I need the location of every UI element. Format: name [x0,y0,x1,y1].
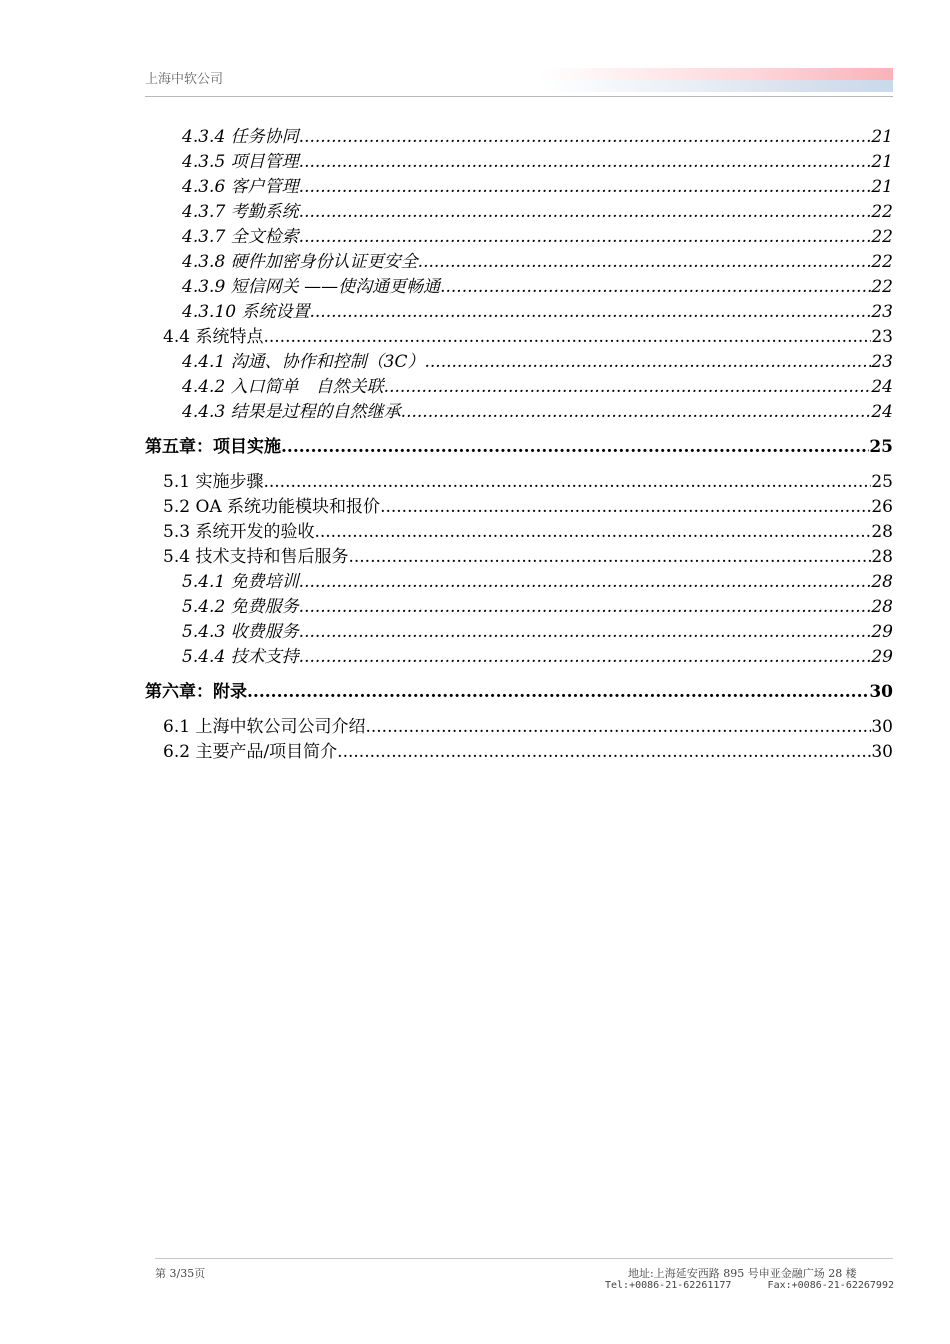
toc-entry-page: 22 [871,252,893,272]
toc-entry[interactable] [145,645,893,670]
toc-dot-leader [299,645,872,670]
toc-chapter-entry[interactable] [145,680,893,705]
toc-entry[interactable] [145,400,893,425]
toc-entry-label: 6.1 上海中软公司公司介绍 [163,717,366,737]
toc-entry[interactable] [145,520,893,545]
toc-dot-leader [263,325,871,350]
toc-entry-page: 28 [871,522,893,542]
toc-entry-page: 28 [871,597,893,617]
header-divider [145,96,893,97]
toc-entry-label: 4.3.7 全文检索 [182,227,299,247]
toc-dot-leader [424,350,871,375]
toc-entry[interactable] [145,200,893,225]
toc-entry-label: 5.2 OA 系统功能模块和报价 [163,497,381,517]
toc-entry-page: 30 [871,717,893,737]
toc-dot-leader [299,620,872,645]
toc-entry[interactable] [145,175,893,200]
toc-dot-leader [247,680,869,705]
toc-entry-page: 29 [871,622,893,642]
toc-entry-page: 30 [869,682,893,702]
toc-entry-label: 5.4.2 免费服务 [182,597,299,617]
toc-entry-page: 21 [871,127,893,147]
toc-entry-label: 4.3.6 客户管理 [182,177,299,197]
toc-entry[interactable] [145,470,893,495]
toc-dot-leader [299,200,872,225]
toc-entry[interactable] [145,275,893,300]
toc-dot-leader [299,595,872,620]
toc-entry[interactable] [145,620,893,645]
toc-entry-page: 22 [871,277,893,297]
toc-entry-page: 21 [871,177,893,197]
toc-entry[interactable] [145,350,893,375]
toc-dot-leader [384,375,872,400]
toc-entry[interactable] [145,740,893,765]
toc-entry-page: 25 [869,437,893,457]
toc-entry[interactable] [145,225,893,250]
toc-entry-label: 4.4.3 结果是过程的自然继承 [182,402,401,422]
toc-dot-leader [314,520,871,545]
toc-entry-label: 5.4.4 技术支持 [182,647,299,667]
toc-entry-page: 23 [871,302,893,322]
toc-entry-label: 4.4.2 入口简单 自然关联 [182,377,384,397]
toc-entry[interactable] [145,595,893,620]
footer-divider [155,1258,893,1259]
toc-entry-label: 5.4.1 免费培训 [182,572,299,592]
toc-entry-label: 第五章：项目实施 [145,437,281,457]
toc-entry-label: 4.4.1 沟通、协作和控制（3C） [182,352,425,372]
table-of-contents [145,125,893,765]
header-decoration-blue [540,80,893,92]
toc-entry-page: 24 [871,402,893,422]
toc-entry-label: 4.3.8 硬件加密身份认证更安全 [182,252,418,272]
toc-entry-page: 23 [871,327,893,347]
toc-entry-page: 26 [871,497,893,517]
toc-dot-leader [337,740,871,765]
toc-entry[interactable] [145,570,893,595]
toc-entry[interactable] [145,300,893,325]
toc-entry-label: 4.3.7 考勤系统 [182,202,299,222]
toc-dot-leader [263,470,871,495]
toc-entry-page: 21 [871,152,893,172]
footer-address: 地址:上海延安西路 895 号申亚金融广场 28 楼 [628,1267,857,1280]
toc-entry-page: 22 [871,227,893,247]
toc-entry-label: 第六章：附录 [145,682,247,702]
toc-dot-leader [365,715,871,740]
toc-entry-label: 4.3.10 系统设置 [182,302,310,322]
toc-entry-label: 4.3.9 短信网关 ——使沟通更畅通 [182,277,441,297]
footer-tel-fax: Tel:+0086-21-62261177 Fax:+0086-21-62267992 [605,1280,894,1291]
toc-entry-page: 30 [871,742,893,762]
toc-entry-label: 5.1 实施步骤 [163,472,264,492]
toc-entry-page: 28 [871,547,893,567]
toc-entry[interactable] [145,150,893,175]
toc-entry-label: 4.4 系统特点 [163,327,264,347]
toc-entry[interactable] [145,545,893,570]
toc-dot-leader [281,435,869,460]
toc-entry-page: 23 [871,352,893,372]
toc-entry-page: 28 [871,572,893,592]
toc-entry[interactable] [145,715,893,740]
toc-entry-label: 4.3.4 任务协同 [182,127,299,147]
toc-entry-page: 22 [871,202,893,222]
toc-entry-page: 24 [871,377,893,397]
toc-entry-label: 5.4 技术支持和售后服务 [163,547,349,567]
toc-entry-page: 25 [871,472,893,492]
toc-dot-leader [380,495,871,520]
toc-entry[interactable] [145,125,893,150]
toc-dot-leader [418,250,872,275]
toc-dot-leader [299,570,872,595]
toc-chapter-entry[interactable] [145,435,893,460]
toc-dot-leader [348,545,871,570]
toc-dot-leader [309,300,871,325]
toc-entry-label: 5.3 系统开发的验收 [163,522,315,542]
toc-dot-leader [299,150,872,175]
toc-dot-leader [440,275,871,300]
toc-dot-leader [299,225,872,250]
toc-dot-leader [401,400,872,425]
toc-entry[interactable] [145,325,893,350]
footer-page-number: 第 3/35页 [155,1267,206,1280]
header-company-name: 上海中软公司 [145,72,224,87]
toc-entry[interactable] [145,495,893,520]
toc-entry[interactable] [145,375,893,400]
toc-dot-leader [299,125,872,150]
toc-entry-label: 6.2 主要产品/项目简介 [163,742,338,762]
toc-dot-leader [299,175,872,200]
toc-entry[interactable] [145,250,893,275]
toc-entry-page: 29 [871,647,893,667]
toc-entry-label: 4.3.5 项目管理 [182,152,299,172]
toc-entry-label: 5.4.3 收费服务 [182,622,299,642]
